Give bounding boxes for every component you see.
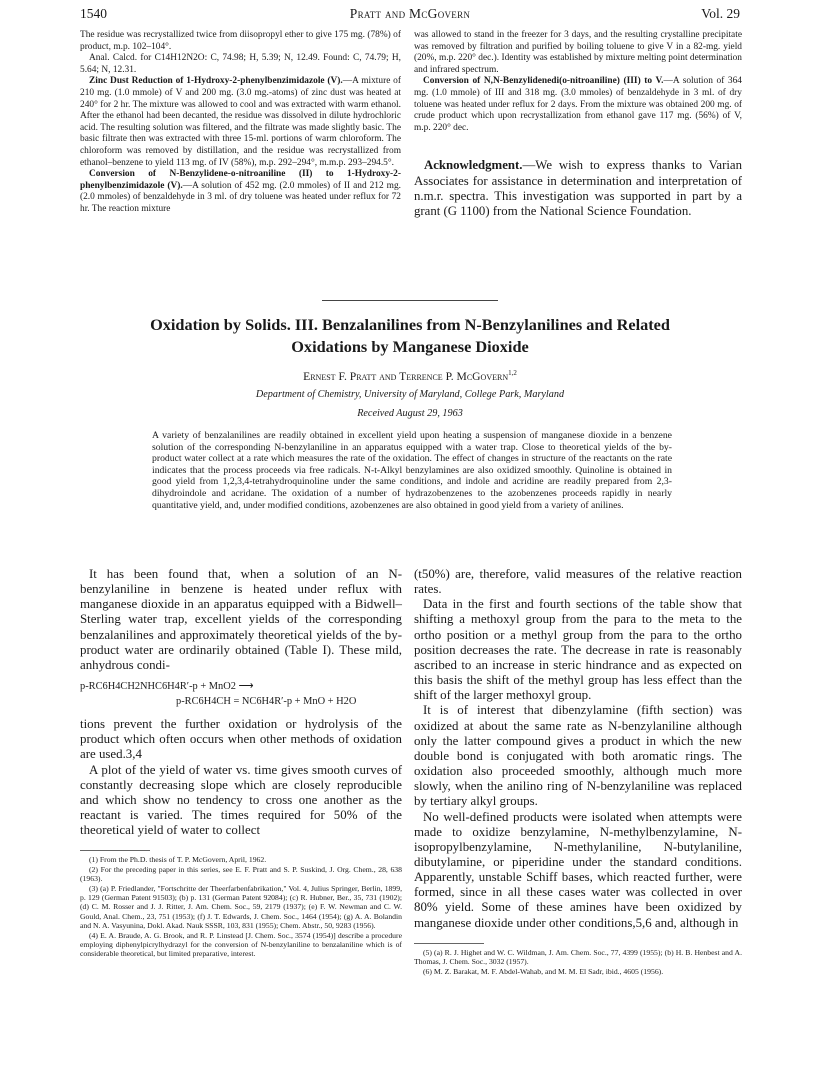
acknowledgment bbox=[414, 158, 742, 219]
footnote: (2) For the preceding paper in this series, see E. F. Pratt and S. P. Suskind, J. Org. Chem., 28, 638 (1963). bbox=[80, 864, 402, 884]
paragraph: The residue was recrystallized twice from diisopropyl ether to give 175 mg. (78%) of product, m.p. 102–104°. bbox=[80, 30, 401, 52]
paragraph: A plot of the yield of water vs. time gives smooth curves of constantly decreasing slope which are closely reproducible and which show no tendency to cross one another as the reactant is varied. The times required for 50% of the theoretical yield of water to collect bbox=[80, 762, 402, 838]
footnote: (3) (a) P. Friedlander, "Fortschritte der Theerfarbenfabrikation," Vol. 4, Julius Springer, Berlin, 1899, p. 129 (German Patent 91503); (b) p. 131 (German Patent 92084); (c) R. Hubner, Ber., 35, 731 (1902); (d) C. M. Rosser and J. J. Ritter, J. Am. Chem. Soc., 59, 2179 (1937); (e) F. W. Newman and C. W. Gould, Anal. Chem., 23, 751 (1953); (f) J. T. Edwards, J. Chem. Soc., 1464 (1954); (g) A. A. Bolandin and N. A. Vasyunina, Dokl. Akad. Nauk SSSR, 103, 831 (1955); Chem. Abstr., 50, 9283 (1956). bbox=[80, 883, 402, 931]
article-title bbox=[60, 314, 760, 358]
author-footnote-ref: 1,2 bbox=[508, 369, 517, 377]
analysis-paragraph: Anal. Calcd. for C14H12N2O: C, 74.98; H, 5.39; N, 12.49. Found: C, 74.79; H, 5.64; N, 12.31. bbox=[80, 53, 401, 75]
abstract: A variety of benzalanilines are readily obtained in excellent yield upon heating a suspension of manganese dioxide in a benzene solution of the corresponding N-benzylaniline in an apparatus equipped with a water trap. Close to theoretical yields of the by-product water collect at a rate which measures the rate of the oxidation. The effect of changes in structure of the reactants on the rate indicates that the process proceeds via free radicals. N-t-Alkyl benzylamines are also oxidized smoothly. Quinoline is obtained in good yield from 1,2,3,4-tetrahydroquinoline under the same conditions, and indole and acridine are readily prepared from 2,3-dihydroindole and acridane. The oxidation of a number of hydrazobenzenes to the azobenzenes proceeds rapidly in nearly quantitative yield, and, under modified conditions, azobenzenes are also obtained in good yield from a variety of anilines. bbox=[152, 430, 672, 511]
footnote: (4) E. A. Braude, A. G. Brook, and R. P. Linstead [J. Chem. Soc., 3574 (1954)] describe a procedure employing diphenylpicrylhydrazyl for the conversion of N-benzylaniline to benzalaniline which is of considerable theoretical, but limited preparative, interest. bbox=[80, 930, 402, 959]
paragraph-body: —A solution of 452 mg. (2.0 mmoles) of II and 212 mg. (2.0 mmoles) of benzaldehyde in 3 ml. of dry toluene was heated under reflux for 72 hr. The reaction mixture bbox=[80, 180, 401, 214]
footnote-rule bbox=[414, 943, 484, 944]
section-heading: Zinc Dust Reduction of 1-Hydroxy-2-phenylbenzimidazole (V). bbox=[89, 76, 343, 87]
article-left-column bbox=[80, 567, 402, 959]
received-date: Received August 29, 1963 bbox=[357, 408, 463, 419]
author-names: Ernest F. Pratt and Terrence P. McGovern bbox=[303, 369, 509, 383]
equation-line: p-RC6H4CH2NHC6H4R′-p + MnO2 ⟶ bbox=[80, 681, 254, 693]
title-line: Oxidations by Manganese Dioxide bbox=[291, 337, 529, 356]
paragraph bbox=[80, 169, 401, 215]
reaction-equation bbox=[80, 679, 402, 709]
paragraph bbox=[414, 76, 742, 134]
footnotes bbox=[80, 855, 402, 958]
footnote: (6) M. Z. Barakat, M. F. Abdel-Wahab, and M. M. El Sadr, ibid., 4605 (1956). bbox=[423, 966, 664, 976]
paragraph: Data in the first and fourth sections of the table show that shifting a methoxyl group from the para to the meta to the ortho position or a methyl group from the para to the ortho position decreases the rate. The decrease in rate is reasonably ascribed to an increase in steric hindrance and as expected on this basis the shift of the methyl group has less effect than the shift of the larger methoxyl group. bbox=[414, 597, 742, 703]
section-heading: Conversion of N-Benzylidene-o-nitroaniline (II) to 1-Hydroxy-2-phenylbenzimidazole (V). bbox=[80, 169, 401, 191]
footnote: (5) (a) R. J. Highet and W. C. Wildman, J. Am. Chem. Soc., 77, 4399 (1955); (b) H. B. Henbest and A. Thomas, J. Chem. Soc., 3032 (1957). bbox=[414, 947, 742, 967]
prev-article-right-column bbox=[414, 30, 742, 220]
acknowledgment-body: —We wish to express thanks to Varian Associates for assistance in determination and interpretation of n.m.r. spectra. This investigation was supported in part by a grant (G 1100) from the National Science Foundation. bbox=[414, 158, 742, 219]
footnotes bbox=[414, 948, 742, 976]
footnote-rule bbox=[80, 850, 150, 851]
footnote: (1) From the Ph.D. thesis of T. P. McGovern, April, 1962. bbox=[89, 855, 267, 865]
running-header bbox=[80, 6, 740, 22]
paragraph-body: —A mixture of 210 mg. (1.0 mmole) of V and 200 mg. (3.0 mg.-atoms) of zinc dust was heated at 240° for 2 hr. The mixture was allowed to cool and was extracted with warm ethanol. After the ethanol had been decanted, the residue was dissolved in dilute hydrochloric acid. The resulting solution was filtered, and the filtrate was made slightly basic. The basic filtrate then was extracted with three 15-ml. portions of warm chloroform. The chloroform was removed by distillation, and the residue was recrystallized from ethanol–benzene to yield 113 mg. of IV (58%), m.p. 292–294°, m.m.p. 293–294.5°. bbox=[80, 76, 401, 168]
affiliation: Department of Chemistry, University of Maryland, College Park, Maryland bbox=[255, 389, 565, 400]
volume-label: Vol. 29 bbox=[701, 6, 740, 21]
prev-article-left-column bbox=[80, 30, 401, 216]
paragraph bbox=[80, 76, 401, 169]
paragraph: It has been found that, when a solution of an N-benzylaniline in benzene is heated under reflux with manganese dioxide in an apparatus equipped with a Bidwell–Sterling water trap, excellent yields of the corresponding benzalanilines and approximately theoretical yields of the by-product water are ordinarily obtained (Table I). These mild, anhydrous condi- bbox=[80, 567, 402, 672]
paragraph: was allowed to stand in the freezer for 3 days, and the resulting crystalline precipitate was removed by filtration and purified by boiling toluene to give V in a 82-mg. yield (20%, m.p. 220° dec.). Identity was established by mixture melting point determination and infrared spectrum. bbox=[414, 30, 742, 75]
page-number: 1540 bbox=[80, 6, 107, 21]
paragraph: (t50%) are, therefore, valid measures of the relative reaction rates. bbox=[414, 567, 742, 597]
paragraph: It is of interest that dibenzylamine (fifth section) was oxidized at about the same rate as N-benzylaniline although only the latter compound gives a product in which the new double bond is conjugated with both aromatic rings. The oxidation also proceeded smoothly, although much more slowly, when the anilino ring of N-benzylaniline was replaced by tertiary alkyl groups. bbox=[414, 703, 742, 809]
title-line: Oxidation by Solids. III. Benzalanilines from N-Benzylanilines and Related bbox=[150, 315, 670, 334]
paragraph: tions prevent the further oxidation or hydrolysis of the product which often occurs when other methods of oxidation are used.3,4 bbox=[80, 717, 402, 762]
equation-line: p-RC6H4CH = NC6H4R′-p + MnO + H2O bbox=[176, 696, 357, 708]
article-right-column bbox=[414, 567, 742, 976]
section-divider bbox=[322, 300, 498, 301]
running-title: Pratt and McGovern bbox=[349, 6, 471, 21]
paragraph-body: —A solution of 364 mg. (1.0 mmole) of III and 318 mg. (3.0 mmoles) of benzaldehyde in 3 ml. of dry toluene was heated under reflux for 2 days. From the mixture was obtained 200 mg. of crude product which upon recrystallization from ethanol gave 117 mg. (56%) of V, m.p. 220° dec. bbox=[414, 76, 742, 133]
paragraph: No well-defined products were isolated when attempts were made to oxidize benzylamine, N-methylbenzylamine, N-isopropylbenzylamine, N-methylaniline, N-butylaniline, dibutylamine, or piperidine under the standard conditions. Apparently, unstable Schiff bases, which reacted further, were formed, since in all these cases water was collected in over 80% yield. Some of these amines have been oxidized by manganese dioxide under other conditions,5,6 and, although in bbox=[414, 809, 742, 930]
acknowledgment-heading: Acknowledgment. bbox=[424, 158, 523, 173]
section-heading: Conversion of N,N-Benzylidenedi(o-nitroaniline) (III) to V. bbox=[423, 76, 664, 87]
authors bbox=[60, 369, 760, 383]
